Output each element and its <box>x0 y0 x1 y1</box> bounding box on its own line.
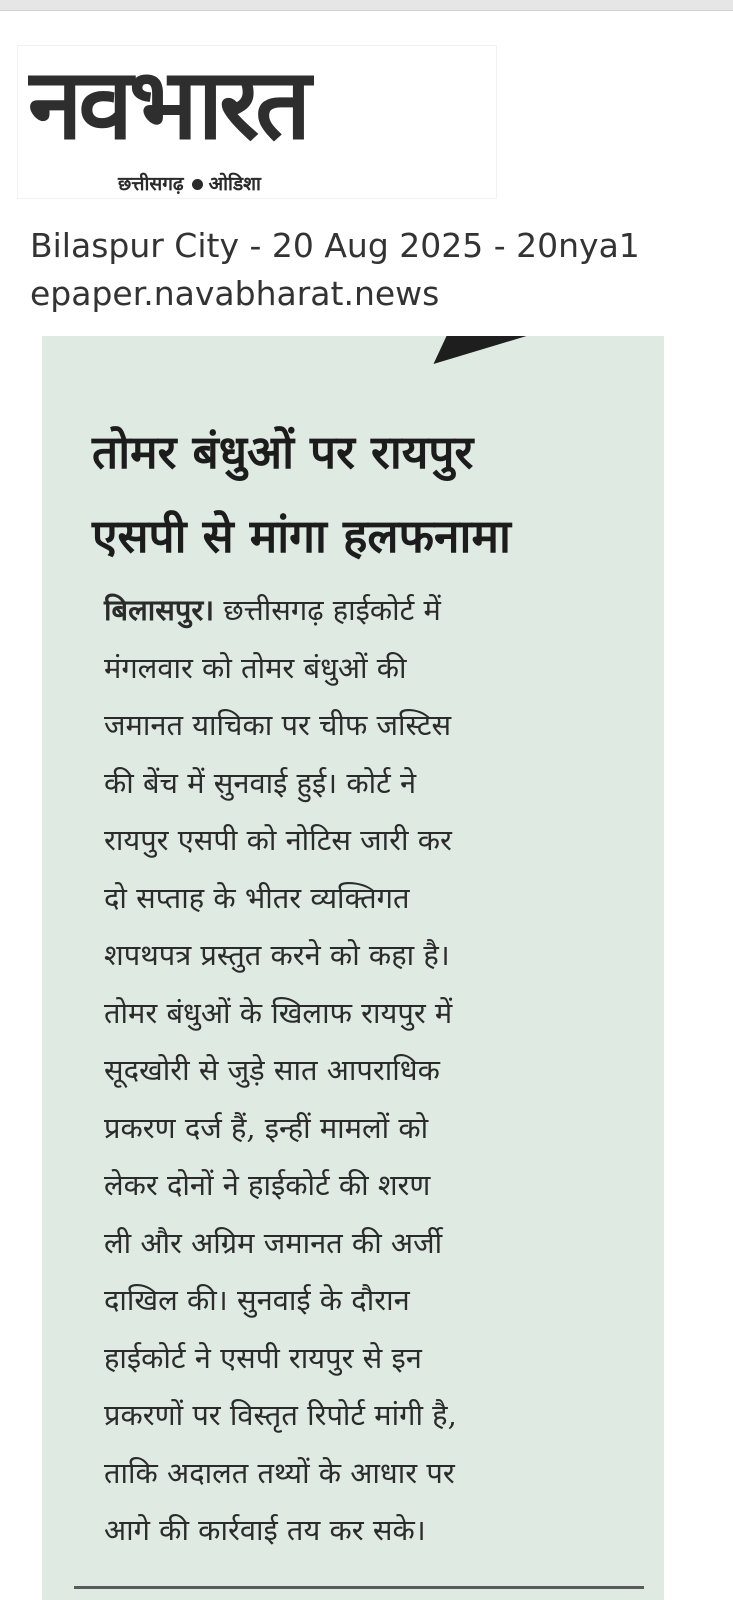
body-line-text: छत्तीसगढ़ हाईकोर्ट में <box>214 593 441 627</box>
body-line: प्रकरणों पर विस्तृत रिपोर्ट मांगी है, <box>104 1398 457 1432</box>
article-bottom-rule <box>74 1586 644 1589</box>
page-right-margin <box>664 336 733 1600</box>
edition-info-line: Bilaspur City - 20 Aug 2025 - 20nya1 <box>30 226 640 265</box>
headline-line: तोमर बंधुओं पर रायपुर <box>92 425 474 479</box>
body-line: तोमर बंधुओं के खिलाफ रायपुर में <box>104 995 453 1030</box>
body-line: लेकर दोनों ने हाईकोर्ट की शरण <box>104 1168 431 1202</box>
body-line: ली और अग्रिम जमानत की अर्जी <box>104 1225 443 1260</box>
headline-line: एसपी से मांगा हलफनामा <box>92 509 511 563</box>
body-line: की बेंच में सुनवाई हुई। कोर्ट ने <box>104 765 417 800</box>
region-right-label: ओडिशा <box>208 173 261 195</box>
bullet-dot-icon <box>192 179 203 190</box>
epaper-url-line: epaper.navabharat.news <box>30 274 440 313</box>
body-line: मंगलवार को तोमर बंधुओं की <box>104 650 407 685</box>
body-line: जमानत याचिका पर चीफ जस्टिस <box>104 708 452 742</box>
top-status-strip <box>0 0 733 11</box>
body-line: शपथपत्र प्रस्तुत करने को कहा है। <box>104 938 450 972</box>
body-line <box>104 582 624 640</box>
body-line: हाईकोर्ट ने एसपी रायपुर से इन <box>104 1340 422 1375</box>
body-line: रायपुर एसपी को नोटिस जारी कर <box>104 823 452 857</box>
body-line: दो सप्ताह के भीतर व्यक्तिगत <box>104 880 410 915</box>
article-dateline: बिलासपुर। <box>104 593 215 627</box>
masthead-region-tagline <box>118 170 418 198</box>
newspaper-logo: नवभारत <box>28 50 308 160</box>
article-headline <box>92 410 632 578</box>
article-body <box>104 582 624 1560</box>
body-line: आगे की कार्रवाई तय कर सके। <box>104 1513 426 1547</box>
region-left-label: छत्तीसगढ़ <box>118 173 184 195</box>
clip-corner-mark <box>433 336 526 364</box>
body-line: ताकि अदालत तथ्यों के आधार पर <box>104 1455 455 1490</box>
body-line: सूदखोरी से जुड़े सात आपराधिक <box>104 1053 440 1087</box>
newspaper-masthead <box>18 46 496 198</box>
body-line: दाखिल की। सुनवाई के दौरान <box>104 1283 410 1317</box>
body-line: प्रकरण दर्ज हैं, इन्हीं मामलों को <box>104 1110 429 1145</box>
